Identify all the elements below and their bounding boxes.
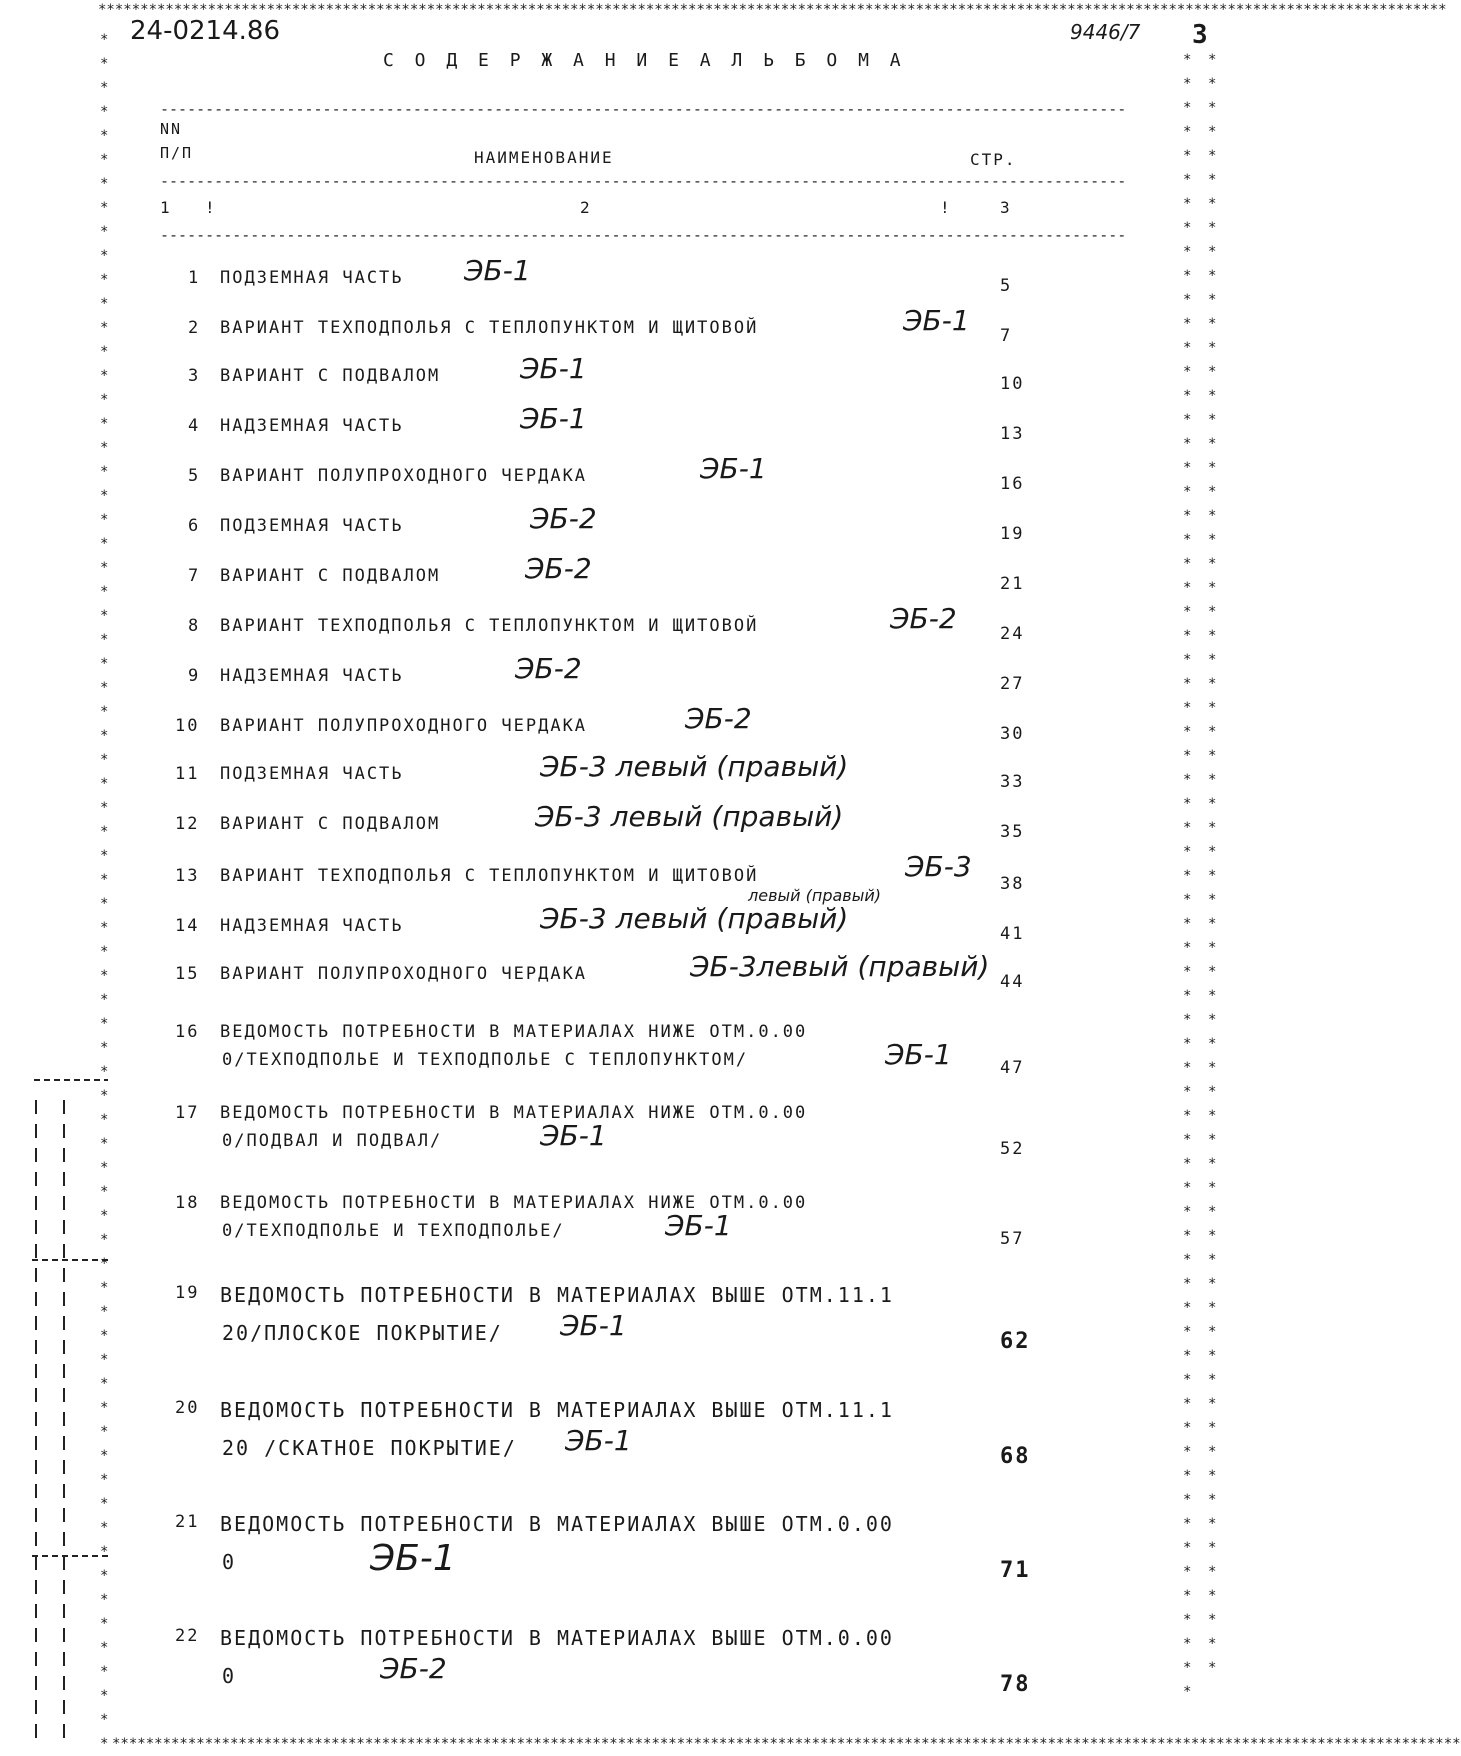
row-number: 4 <box>188 416 201 436</box>
row-title: ВАРИАНТ ПОЛУПРОХОДНОГО ЧЕРДАКА <box>220 716 588 736</box>
row-title: ВАРИАНТ ПОЛУПРОХОДНОГО ЧЕРДАКА <box>220 466 588 486</box>
row-number: 18 <box>175 1193 200 1213</box>
bottom-asterisk-border: **************************************************************************************************************************************************************** <box>112 1736 1461 1752</box>
header-rule: ----------------------------------------------------------------------------------------------------------- <box>160 172 1127 190</box>
row-sheet-handwritten: ЭБ-2 <box>685 702 752 735</box>
row-sheet-handwritten: ЭБ-1 <box>903 304 970 337</box>
row-title: НАДЗЕМНАЯ ЧАСТЬ <box>220 666 404 686</box>
row-title: НАДЗЕМНАЯ ЧАСТЬ <box>220 916 404 936</box>
row-title: ПОДЗЕМНАЯ ЧАСТЬ <box>220 268 404 288</box>
row-number: 13 <box>175 866 200 886</box>
row-title-continued: 20 /СКАТНОЕ ПОКРЫТИЕ/ <box>222 1436 517 1460</box>
row-title: ВАРИАНТ ТЕХПОДПОЛЬЯ С ТЕПЛОПУНКТОМ И ЩИТОВОЙ <box>220 318 759 338</box>
row-sheet-handwritten-note: левый (правый) <box>748 886 881 905</box>
row-title-continued: 0 <box>222 1550 237 1574</box>
row-number: 11 <box>175 764 200 784</box>
row-title-continued: 0/ТЕХПОДПОЛЬЕ И ТЕХПОДПОЛЬЕ С ТЕПЛОПУНКТОМ/ <box>222 1050 749 1070</box>
row-title: ВАРИАНТ ТЕХПОДПОЛЬЯ С ТЕПЛОПУНКТОМ И ЩИТОВОЙ <box>220 616 759 636</box>
row-sheet-handwritten: ЭБ-1 <box>540 1119 607 1152</box>
row-sheet-handwritten: ЭБ-1 <box>700 452 767 485</box>
colnum-rule: ----------------------------------------------------------------------------------------------------------- <box>160 226 1127 244</box>
header-nn-pp: П/П <box>160 144 194 162</box>
row-number: 10 <box>175 716 200 736</box>
colnum-sep-2: ! <box>940 198 952 217</box>
row-title: НАДЗЕМНАЯ ЧАСТЬ <box>220 416 404 436</box>
row-title: ВАРИАНТ ТЕХПОДПОЛЬЯ С ТЕПЛОПУНКТОМ И ЩИТОВОЙ <box>220 866 759 886</box>
row-title: ВЕДОМОСТЬ ПОТРЕБНОСТИ В МАТЕРИАЛАХ НИЖЕ ОТМ.0.00 <box>220 1022 808 1042</box>
row-title-continued: 0 <box>222 1664 237 1688</box>
document-code: 24-0214.86 <box>130 16 280 46</box>
row-title-continued: 20/ПЛОСКОЕ ПОКРЫТИЕ/ <box>222 1321 503 1345</box>
row-title-continued: 0/ПОДВАЛ И ПОДВАЛ/ <box>222 1131 443 1151</box>
row-number: 7 <box>188 566 201 586</box>
row-title: ВЕДОМОСТЬ ПОТРЕБНОСТИ В МАТЕРИАЛАХ ВЫШЕ ОТМ.11.1 <box>220 1398 894 1422</box>
top-asterisk-border: **************************************************************************************************************************************************************** <box>98 2 1447 18</box>
row-number: 16 <box>175 1022 200 1042</box>
row-sheet-handwritten: ЭБ-1 <box>665 1209 732 1242</box>
row-page-number: 7 <box>1000 326 1013 346</box>
row-page-number: 41 <box>1000 924 1025 944</box>
row-title: ПОДЗЕМНАЯ ЧАСТЬ <box>220 516 404 536</box>
row-page-number: 38 <box>1000 874 1025 894</box>
right-asterisk-column-2: * * * * * * * * * * * * * * * * * * * * * * * * * * * * * * * * * * * * * * * * * * * * * * * * * * * * * * * * * * * * * * * * * * * * <box>1208 52 1217 1676</box>
row-title: ВАРИАНТ С ПОДВАЛОМ <box>220 366 441 386</box>
binding-stub <box>28 1080 118 1750</box>
colnum-1: 1 <box>160 198 172 217</box>
header-page: СТР. <box>970 150 1017 169</box>
row-title: ВЕДОМОСТЬ ПОТРЕБНОСТИ В МАТЕРИАЛАХ ВЫШЕ ОТМ.11.1 <box>220 1283 894 1307</box>
row-title: ВЕДОМОСТЬ ПОТРЕБНОСТИ В МАТЕРИАЛАХ НИЖЕ ОТМ.0.00 <box>220 1193 808 1213</box>
row-number: 5 <box>188 466 201 486</box>
row-sheet-handwritten: ЭБ-3левый (правый) <box>690 950 990 983</box>
row-title: ВАРИАНТ С ПОДВАЛОМ <box>220 814 441 834</box>
header-nn: NN <box>160 120 183 138</box>
row-page-number: 57 <box>1000 1229 1025 1249</box>
row-number: 3 <box>188 366 201 386</box>
row-number: 6 <box>188 516 201 536</box>
row-sheet-handwritten: ЭБ-1 <box>464 254 531 287</box>
row-sheet-handwritten: ЭБ-3 левый (правый) <box>535 800 844 833</box>
row-sheet-handwritten: ЭБ-2 <box>525 552 592 585</box>
sheet-number: 3 <box>1192 20 1210 50</box>
row-number: 20 <box>175 1398 200 1418</box>
row-page-number: 35 <box>1000 822 1025 842</box>
row-page-number: 30 <box>1000 724 1025 744</box>
table-top-rule: ----------------------------------------------------------------------------------------------------------- <box>160 100 1127 118</box>
colnum-2: 2 <box>580 198 592 217</box>
row-number: 21 <box>175 1512 200 1532</box>
row-page-number: 13 <box>1000 424 1025 444</box>
header-name: НАИМЕНОВАНИЕ <box>474 148 614 167</box>
row-page-number: 78 <box>1000 1672 1031 1697</box>
row-title: ПОДЗЕМНАЯ ЧАСТЬ <box>220 764 404 784</box>
row-sheet-handwritten: ЭБ-1 <box>560 1309 627 1342</box>
row-sheet-handwritten: ЭБ-2 <box>530 502 597 535</box>
row-number: 22 <box>175 1626 200 1646</box>
row-page-number: 21 <box>1000 574 1025 594</box>
row-number: 14 <box>175 916 200 936</box>
row-number: 19 <box>175 1283 200 1303</box>
left-asterisk-column: * * * * * * * * * * * * * * * * * * * * * * * * * * * * * * * * * * * * * * * * * * * * * * * * * * * * * * * * * * * * * * * * * * * * * * * * <box>100 32 109 1752</box>
archive-number: 9446/7 <box>1070 20 1141 44</box>
row-number: 2 <box>188 318 201 338</box>
colnum-3: 3 <box>1000 198 1012 217</box>
row-number: 9 <box>188 666 201 686</box>
row-title: ВЕДОМОСТЬ ПОТРЕБНОСТИ В МАТЕРИАЛАХ ВЫШЕ ОТМ.0.00 <box>220 1512 894 1536</box>
row-number: 15 <box>175 964 200 984</box>
row-page-number: 33 <box>1000 772 1025 792</box>
row-sheet-handwritten: ЭБ-3 левый (правый) <box>540 902 849 935</box>
row-sheet-handwritten: ЭБ-2 <box>515 652 582 685</box>
row-number: 1 <box>188 268 201 288</box>
album-contents-title: С О Д Е Р Ж А Н И Е А Л Ь Б О М А <box>383 50 906 71</box>
row-title: ВЕДОМОСТЬ ПОТРЕБНОСТИ В МАТЕРИАЛАХ ВЫШЕ ОТМ.0.00 <box>220 1626 894 1650</box>
row-page-number: 24 <box>1000 624 1025 644</box>
colnum-sep-1: ! <box>205 198 217 217</box>
row-sheet-handwritten: ЭБ-2 <box>890 602 957 635</box>
right-asterisk-column-1: * * * * * * * * * * * * * * * * * * * * * * * * * * * * * * * * * * * * * * * * * * * * * * * * * * * * * * * * * * * * * * * * * * * * * <box>1183 52 1192 1700</box>
row-sheet-handwritten: ЭБ-3 левый (правый) <box>540 750 849 783</box>
row-sheet-handwritten: ЭБ-1 <box>885 1038 952 1071</box>
row-sheet-handwritten: ЭБ-2 <box>380 1652 447 1685</box>
row-number: 8 <box>188 616 201 636</box>
row-title: ВАРИАНТ С ПОДВАЛОМ <box>220 566 441 586</box>
row-number: 17 <box>175 1103 200 1123</box>
row-page-number: 47 <box>1000 1058 1025 1078</box>
row-sheet-handwritten: ЭБ-1 <box>520 352 587 385</box>
row-page-number: 5 <box>1000 276 1013 296</box>
row-page-number: 27 <box>1000 674 1025 694</box>
row-page-number: 19 <box>1000 524 1025 544</box>
row-page-number: 44 <box>1000 972 1025 992</box>
row-number: 12 <box>175 814 200 834</box>
row-page-number: 68 <box>1000 1444 1031 1469</box>
row-sheet-handwritten: ЭБ-1 <box>370 1538 456 1579</box>
row-sheet-handwritten: ЭБ-1 <box>520 402 587 435</box>
row-title-continued: 0/ТЕХПОДПОЛЬЕ И ТЕХПОДПОЛЬЕ/ <box>222 1221 565 1241</box>
row-sheet-handwritten: ЭБ-1 <box>565 1424 632 1457</box>
row-page-number: 71 <box>1000 1558 1031 1583</box>
row-page-number: 10 <box>1000 374 1025 394</box>
row-page-number: 16 <box>1000 474 1025 494</box>
row-title: ВЕДОМОСТЬ ПОТРЕБНОСТИ В МАТЕРИАЛАХ НИЖЕ ОТМ.0.00 <box>220 1103 808 1123</box>
row-page-number: 62 <box>1000 1329 1031 1354</box>
row-page-number: 52 <box>1000 1139 1025 1159</box>
row-sheet-handwritten: ЭБ-3 <box>905 850 972 883</box>
row-title: ВАРИАНТ ПОЛУПРОХОДНОГО ЧЕРДАКА <box>220 964 588 984</box>
